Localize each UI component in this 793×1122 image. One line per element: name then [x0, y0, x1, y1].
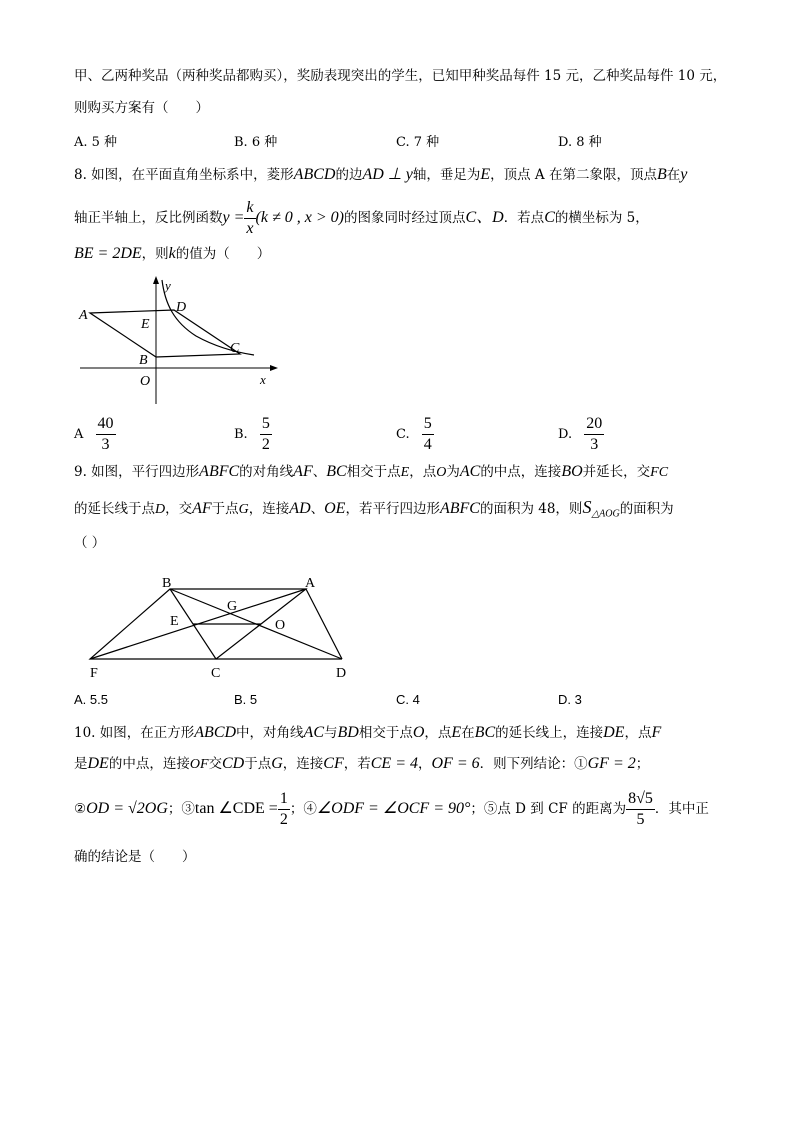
fig9-label-c: C — [211, 666, 221, 681]
fig9-label-e: E — [170, 614, 179, 629]
fig8-label-e: E — [141, 317, 150, 332]
q7-option-a: A. 5 种 — [74, 135, 118, 150]
q8-option-a: A $\frac{40}{3}$ — [74, 415, 114, 453]
fig8-label-d: D — [176, 300, 187, 315]
q7-option-b: B. 6 种 — [234, 135, 278, 150]
fig9-label-o: O — [275, 618, 286, 633]
q7-line1: 甲、乙两种奖品（两种奖品都购买），奖励表现突出的学生，已知甲种奖品每件 15 元，乙种奖品每件 10 元， — [74, 68, 727, 84]
fig8-label-x: x — [260, 372, 266, 387]
q8-figure-rhombus-axes — [74, 274, 284, 406]
q8-line2: 轴正半轴上，反比例函数y = $\frac{k}{x}$ (k ≠ 0 , x > 0)的图象同时经过顶点C、D．若点C的横坐标为 5， — [74, 199, 649, 237]
q8-option-b: B. $\frac{5}{2}$ — [234, 415, 270, 453]
q10-line2: 是DE的中点，连接OF交CD于点G，连接CF，若CE = 4，OF = 6．则下列结论：①GF = 2； — [74, 755, 650, 772]
q9-line3: （ ） — [74, 535, 106, 551]
q10-line1: 10. 如图，在正方形ABCD中，对角线AC与BD相交于点O，点E在BC的延长线上，连接DE，点F — [74, 724, 662, 741]
q10-line4: 确的结论是（ ） — [74, 849, 196, 865]
q7-line2: 则购买方案有（ ） — [74, 100, 209, 116]
k-over-x-fraction: $\frac{k}{x}$ — [246, 199, 254, 237]
fig9-label-b: B — [162, 576, 172, 591]
q8-line3: BE = 2DE，则k的值为（ ） — [74, 245, 271, 262]
fig8-label-o: O — [140, 374, 151, 389]
q10-line3: ②OD = √2OG；③tan ∠CDE = $\frac{1}{2}$ ；④∠ODF = ∠OCF = 90°；⑤点 D 到 CF 的距离为 $\frac{8√5}{5}$ ．其中正 — [74, 790, 709, 828]
q9-line1: 9. 如图，平行四边形ABFC的对角线AF、BC相交于点E，点O为AC的中点，连接BO并延长，交FC — [74, 463, 669, 480]
fig8-label-c: C — [230, 341, 240, 356]
q7-option-c: C. 7 种 — [396, 135, 440, 150]
q9-option-a: A. 5.5 — [74, 692, 108, 707]
fig8-label-y: y — [165, 278, 171, 293]
q8-option-d: D. $\frac{20}{3}$ — [558, 415, 603, 453]
q7-option-d: D. 8 种 — [558, 135, 602, 150]
eight-root-five-over-five: $\frac{8√5}{5}$ — [628, 790, 653, 828]
q8-line1: 8. 如图，在平面直角坐标系中，菱形ABCD的边AD ⊥ y轴，垂足为E，顶点 A 在第二象限，顶点B在y — [74, 166, 688, 183]
q9-option-d: D. 3 — [558, 692, 582, 707]
q9-option-b: B. 5 — [234, 692, 258, 707]
fig8-label-b: B — [139, 353, 148, 368]
fig9-label-d: D — [336, 666, 347, 681]
fig9-label-a: A — [305, 576, 316, 591]
one-half-fraction: $\frac{1}{2}$ — [279, 790, 288, 828]
q8-option-c: C. $\frac{5}{4}$ — [396, 415, 432, 453]
q9-figure-parallelogram — [74, 572, 364, 684]
q9-option-c: C. 4 — [396, 692, 420, 707]
fig8-label-a: A — [79, 308, 88, 323]
q9-line2: 的延长线于点D，交AF于点G，连接AD、OE，若平行四边形ABFC的面积为 48，则$S_{\triangle AOG}$的面积为 — [74, 497, 674, 520]
fig9-label-g: G — [227, 599, 238, 614]
fig9-label-f: F — [90, 666, 98, 681]
